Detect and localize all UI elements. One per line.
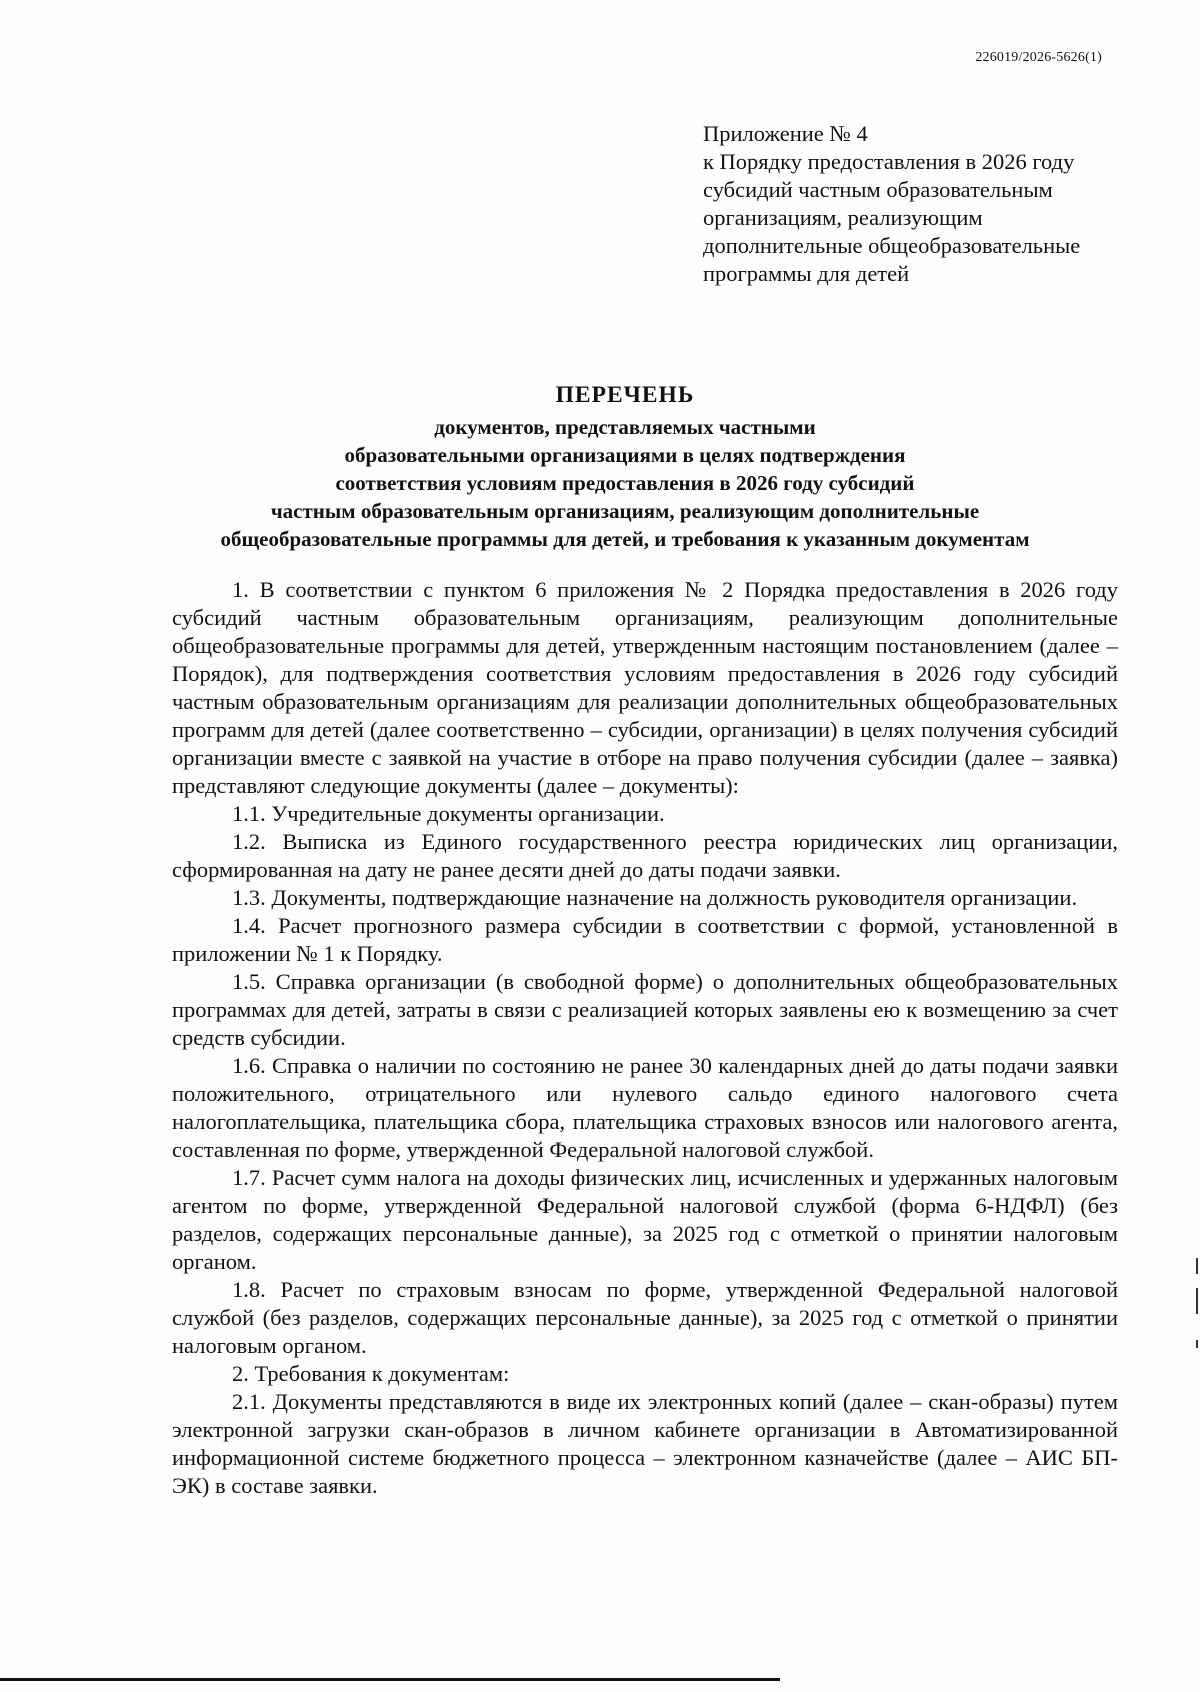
document-title-block: [150, 382, 1100, 553]
subtitle-line: образовательными организациями в целях подтверждения: [344, 443, 906, 467]
document-title: ПЕРЕЧЕНЬ: [555, 382, 695, 408]
paragraph-2-1: 2.1. Документы представляются в виде их электронных копий (далее – скан-образы) путем электронной загрузки скан-образов в личном кабинете организации в Автоматизированной информационной системе бюджетного процесса – электронном казначействе (далее – АИС БП-ЭК) в составе заявки.: [172, 1389, 1118, 1498]
appendix-line: к Порядку предоставления в 2026 году: [703, 149, 1075, 174]
appendix-line: дополнительные общеобразовательные: [703, 233, 1081, 258]
scan-edge-mark: [1196, 1340, 1198, 1348]
subtitle-line: документов, представляемых частными: [434, 415, 816, 439]
subtitle-line: частным образовательным организациям, реализующим дополнительные: [270, 499, 980, 523]
subtitle-line: общеобразовательные программы для детей, и требования к указанным документам: [220, 527, 1030, 551]
paragraph-2: 2. Требования к документам:: [232, 1361, 510, 1386]
registration-number: 226019/2026-5626(1): [975, 50, 1102, 65]
scan-edge-mark: [1196, 1258, 1198, 1274]
appendix-line: программы для детей: [703, 261, 910, 286]
paragraph-1-4: 1.4. Расчет прогнозного размера субсидии в соответствии с формой, установленной в приложении № 1 к Порядку.: [172, 913, 1118, 966]
appendix-line: Приложение № 4: [703, 121, 868, 146]
scan-edge-mark: [1196, 1288, 1198, 1314]
paragraph-1-1: 1.1. Учредительные документы организации.: [232, 801, 665, 826]
appendix-reference: [703, 120, 1123, 288]
paragraph-1-5: 1.5. Справка организации (в свободной форме) о дополнительных общеобразовательных программах для детей, затраты в связи с реализацией которых заявлены ею к возмещению за счет средств субсидии.: [172, 969, 1118, 1050]
paragraph-1-6: 1.6. Справка о наличии по состоянию не ранее 30 календарных дней до даты подачи заявки положительного, отрицательного или нулевого сальдо единого налогового счета налогоплательщика, плательщика сбора, плательщика страховых взносов или налогового агента, составленная по форме, утвержденной Федеральной налоговой службой.: [172, 1053, 1118, 1162]
paragraph-1-8: 1.8. Расчет по страховым взносам по форме, утвержденной Федеральной налоговой службой (без разделов, содержащих персональные данные), за 2025 год с отметкой о принятии налоговым органом.: [172, 1277, 1118, 1358]
document-subtitle: [150, 413, 1100, 553]
appendix-line: организациям, реализующим: [703, 205, 983, 230]
subtitle-line: соответствия условиям предоставления в 2026 году субсидий: [335, 471, 915, 495]
paragraph-1-3: 1.3. Документы, подтверждающие назначение на должность руководителя организации.: [232, 885, 1078, 910]
paragraph-1-7: 1.7. Расчет сумм налога на доходы физических лиц, исчисленных и удержанных налоговым агентом по форме, утвержденной Федеральной налоговой службой (форма 6-НДФЛ) (без разделов, содержащих персональные данные), за 2025 год с отметкой о принятии налоговым органом.: [172, 1165, 1118, 1274]
paragraph-1: 1. В соответствии с пунктом 6 приложения № 2 Порядка предоставления в 2026 году субсидий частным образовательным организациям, реализующим дополнительные общеобразовательные программы для детей, утвержденным настоящим постановлением (далее – Порядок), для подтверждения соответствия условиям предоставления в 2026 году субсидий частным образовательным организациям для реализации дополнительных общеобразовательных программ для детей (далее соответственно – субсидии, организации) в целях получения субсидий организации вместе с заявкой на участие в отборе на право получения субсидии (далее – заявка) представляют следующие документы (далее – документы):: [172, 577, 1118, 798]
appendix-line: субсидий частным образовательным: [703, 177, 1053, 202]
paragraph-1-2: 1.2. Выписка из Единого государственного реестра юридических лиц организации, сформированная на дату не ранее десяти дней до даты подачи заявки.: [172, 829, 1118, 882]
scan-bottom-line: [0, 1678, 780, 1681]
document-body: [172, 576, 1118, 1500]
